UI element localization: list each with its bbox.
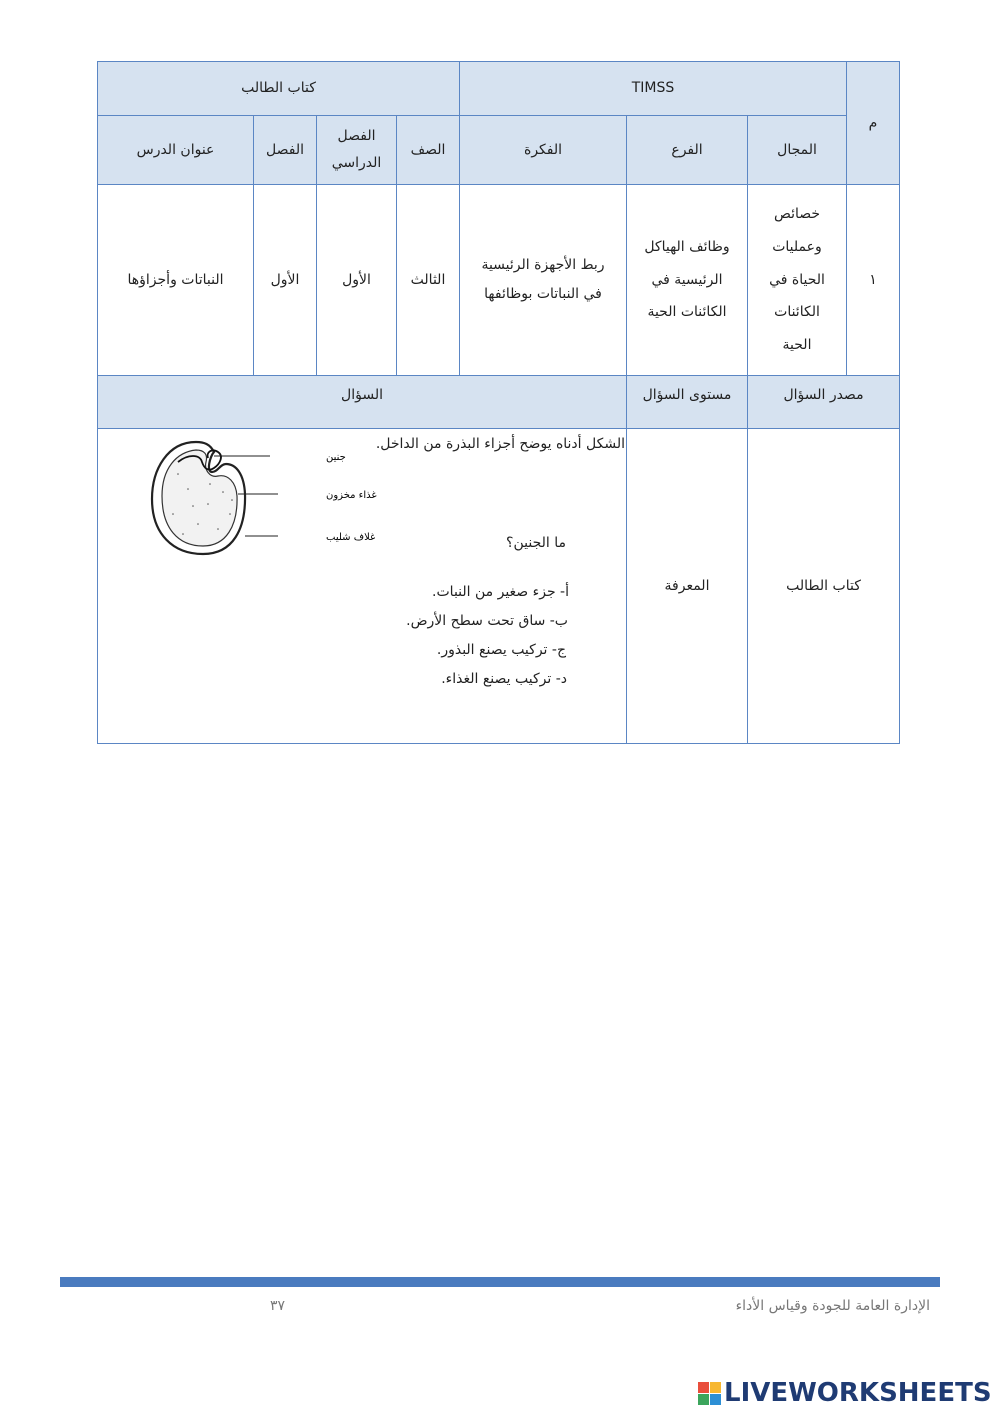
header-m: م (846, 61, 900, 185)
question-intro: الشكل أدناه يوضح أجزاء البذرة من الداخل. (375, 436, 625, 452)
header-student-book: كتاب الطالب (97, 61, 460, 116)
row-semester: الأول (316, 184, 397, 376)
label-seed-coat: غلاف شليب (326, 532, 376, 543)
row-number: ١ (846, 184, 900, 376)
logo-icon (698, 1382, 721, 1405)
header-idea: الفكرة (459, 115, 627, 185)
option-b: ب- ساق تحت سطح الأرض. (406, 613, 568, 629)
header-question-level: مستوى السؤال (626, 375, 748, 429)
row-chapter: الأول (253, 184, 317, 376)
option-a: أ- جزء صغير من النبات. (432, 584, 569, 600)
header-domain: المجال (747, 115, 847, 185)
header-chapter: الفصل (253, 115, 317, 185)
row-branch: وظائف الهياكل الرئيسية في الكائنات الحية (626, 184, 748, 376)
logo-text: LIVEWORKSHEETS (724, 1378, 992, 1408)
header-timss: TIMSS (459, 61, 847, 116)
row-grade: الثالث (396, 184, 460, 376)
header-question: السؤال (97, 375, 627, 429)
row-lesson: النباتات وأجزاؤها (97, 184, 254, 376)
liveworksheets-logo (698, 1378, 992, 1408)
header-lesson: عنوان الدرس (97, 115, 254, 185)
header-grade: الصف (396, 115, 460, 185)
option-d: د- تركيب يصنع الغذاء. (441, 671, 567, 687)
row-idea: ربط الأجهزة الرئيسية في النباتات بوظائفها (459, 184, 627, 376)
footer-org: الإدارة العامة للجودة وقياس الأداء (735, 1298, 930, 1314)
label-stored-food: غذاء مخزون (326, 490, 377, 501)
seed-diagram (148, 434, 377, 564)
question-prompt: ما الجنين؟ (506, 535, 566, 551)
question-source: كتاب الطالب (747, 428, 900, 744)
question-level: المعرفة (626, 428, 748, 744)
row-domain: خصائص وعمليات الحياة في الكائنات الحية (747, 184, 847, 376)
header-semester: الفصل الدراسي (316, 115, 397, 185)
footer-bar (60, 1277, 940, 1287)
label-embryo: جنين (326, 452, 346, 463)
option-c: ج- تركيب يصنع البذور. (436, 642, 566, 658)
page-number: ٣٧ (270, 1298, 286, 1314)
header-question-source: مصدر السؤال (747, 375, 900, 429)
header-branch: الفرع (626, 115, 748, 185)
